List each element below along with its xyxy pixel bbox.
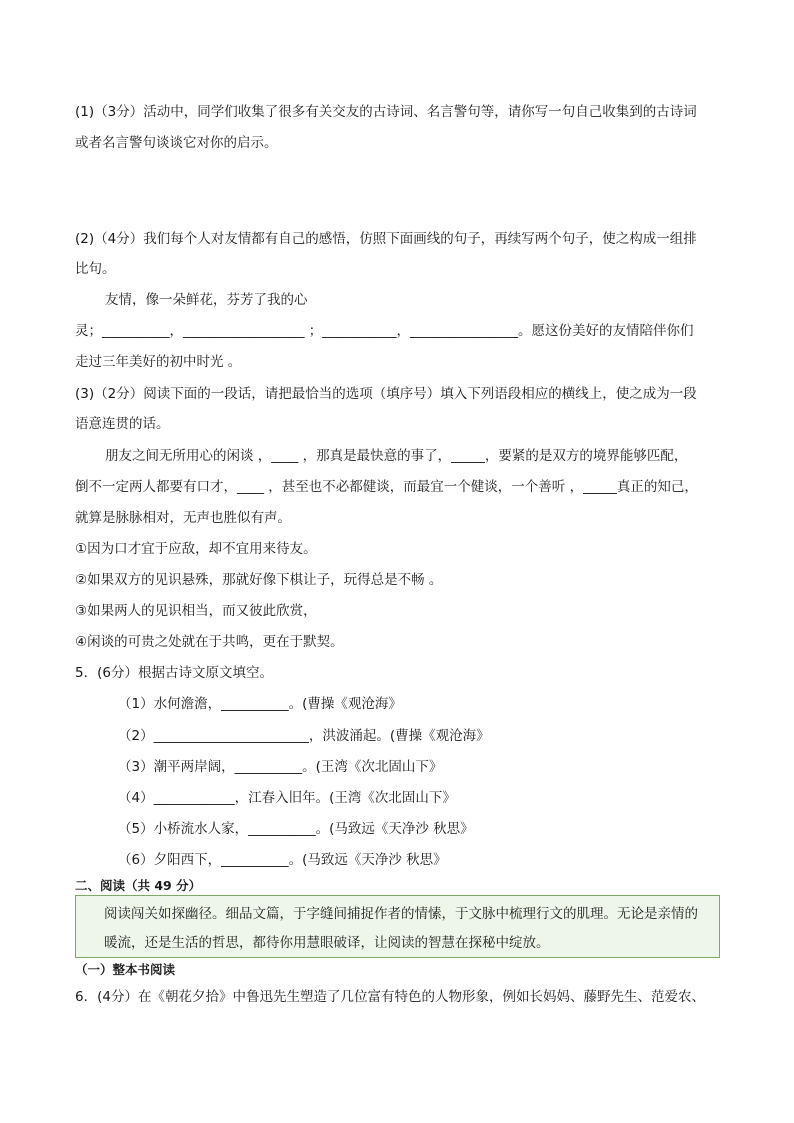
reading-intro-box xyxy=(75,895,720,958)
q5-title: 5．(6分）根据古诗文原文填空。 xyxy=(75,665,273,681)
q4-1-line-2: 或者名言警句谈谈它对你的启示。 xyxy=(75,135,278,151)
section-2-title: 二、阅读（共 49 分） xyxy=(75,878,202,893)
reading-intro-line-2: 暖流，还是生活的哲思，都待你用慧眼破译，让阅读的智慧在探秘中绽放。 xyxy=(104,935,550,951)
q4-2-line-5: 走过三年美好的初中时光 。 xyxy=(75,354,242,370)
q4-3-option-2: ②如果双方的见识悬殊，那就好像下棋让子，玩得总是不畅 。 xyxy=(75,572,443,588)
q4-3-passage-line-3: 就算是脉脉相对，无声也胜似有声。 xyxy=(75,510,291,526)
q5-item-6: （6）夕阳西下，__________。(马致远《天净沙 秋思》 xyxy=(118,852,447,868)
q4-3-option-4: ④闲谈的可贵之处就在于共鸣，更在于默契。 xyxy=(75,634,344,650)
q4-2-example-sentence: 友情，像一朵鲜花，芬芳了我的心 xyxy=(105,292,308,308)
q4-2-line-2: 比句。 xyxy=(75,261,116,277)
q4-2-line-1: (2)（4分）我们每个人对友情都有自己的感悟，仿照下面画线的句子，再续写两个句子，使之构成一组排 xyxy=(75,231,697,247)
q5-item-1: （1）水何澹澹，__________。(曹操《观沧海》 xyxy=(118,696,402,712)
q4-3-passage-line-2: 倒不一定两人都要有口才，____ ，甚至也不必都健谈，而最宜一个健谈，一个善听 ，_____真正的知己， xyxy=(75,479,698,495)
q6-line-1: 6．(4分）在《朝花夕拾》中鲁迅先生塑造了几位富有特色的人物形象，例如长妈妈、藤野先生、范爱农、 xyxy=(75,989,705,1005)
q4-3-passage-line-1: 朋友之间无所用心的闲谈 ，____ ，那真是最快意的事了，_____，要紧的是双方的境界能够匹配， xyxy=(105,448,688,464)
q4-3-option-3: ③如果两人的见识相当，而又彼此欣赏， xyxy=(75,603,317,619)
q4-1-line-1: (1)（3分）活动中，同学们收集了很多有关交友的古诗词、名言警句等，请你写一句自己收集到的古诗词 xyxy=(75,104,697,120)
q5-item-3: （3）潮平两岸阔，__________。(王湾《次北固山下》 xyxy=(118,759,443,775)
q5-item-4: （4）____________，江春入旧年。(王湾《次北固山下》 xyxy=(118,790,456,806)
subsection-1-title: （一）整本书阅读 xyxy=(75,962,176,977)
q5-item-5: （5）小桥流水人家，__________。(马致远《天净沙 秋思》 xyxy=(118,821,474,837)
q4-3-line-2: 语意连贯的话。 xyxy=(75,416,170,432)
reading-intro-line-1: 阅读闯关如探幽径。细品文篇，于字缝间捕捉作者的情愫，于文脉中梳理行文的肌理。无论是亲情的 xyxy=(104,906,698,922)
q4-3-option-1: ①因为口才宜于应敌，却不宜用来待友。 xyxy=(75,541,317,557)
q4-3-line-1: (3)（2分）阅读下面的一段话，请把最恰当的选项（填序号）填入下列语段相应的横线上，使之成为一段 xyxy=(75,386,697,402)
q5-item-2: （2）_______________________，洪波涌起。(曹操《观沧海》 xyxy=(118,728,490,744)
q4-2-fill-line: 灵；__________，__________________ ；___________，________________。愿这份美好的友情陪伴你们 xyxy=(75,323,694,339)
